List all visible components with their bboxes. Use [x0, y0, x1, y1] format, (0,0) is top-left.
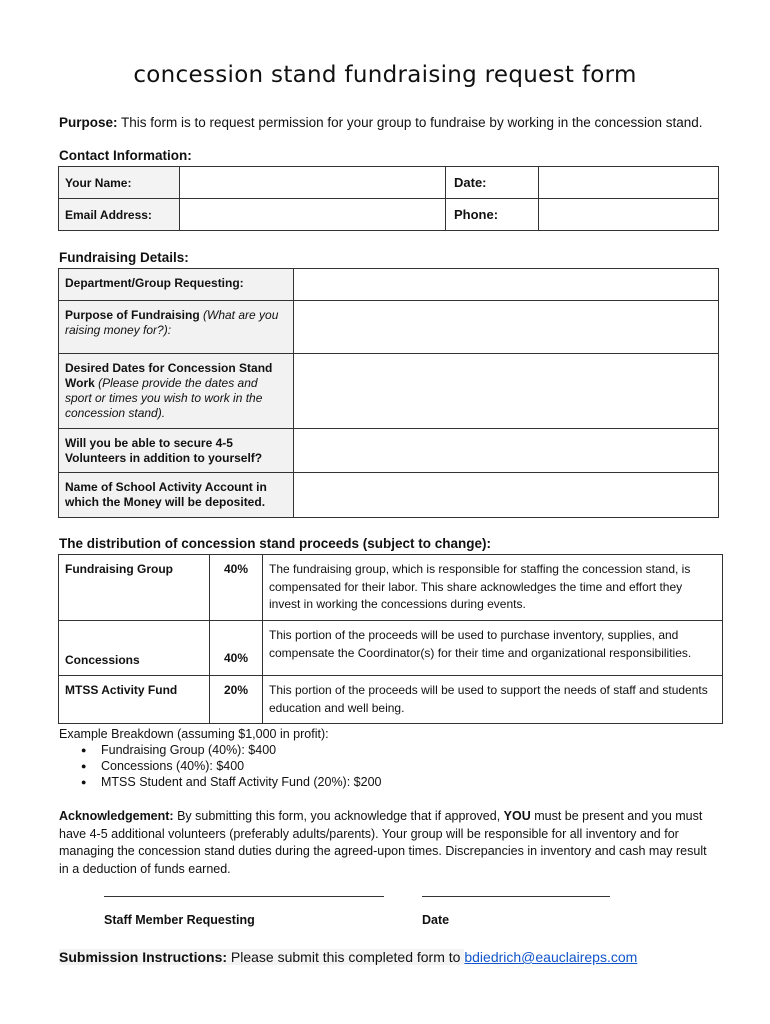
example-intro: Example Breakdown (assuming $1,000 in profit): [59, 727, 329, 741]
email-field[interactable] [180, 199, 446, 231]
form-title: concession stand fundraising request form [133, 62, 637, 88]
fundraising-table [58, 268, 719, 518]
distribution-table [58, 554, 723, 724]
submission-email-link[interactable]: bdiedrich@eauclaireps.com [464, 949, 638, 965]
submission-label: Submission Instructions: [59, 949, 228, 965]
purpose-label: Purpose: [59, 115, 118, 130]
group-name: Concessions [59, 621, 210, 676]
contact-table [58, 166, 719, 231]
you-emphasis: YOU [503, 809, 531, 823]
list-item: ● MTSS Student and Staff Activity Fund (20%): $200 [101, 774, 381, 790]
list-item: ● Concessions (40%): $400 [101, 758, 381, 774]
date-signature-line[interactable] [422, 896, 610, 897]
group-description: This portion of the proceeds will be used to purchase inventory, supplies, and compensate the Coordinator(s) for their time and organizational responsibilities. [263, 621, 723, 676]
date-label: Date: [446, 167, 539, 199]
your-name-label: Your Name: [59, 167, 180, 199]
purpose-fundraising-label: Purpose of Fundraising (What are you raising money for?): [59, 301, 294, 354]
department-label: Department/Group Requesting: [59, 269, 294, 301]
group-description: The fundraising group, which is responsible for staffing the concession stand, is compensated for their labor. This share acknowledges the time and effort they invest in working the concessions during events. [263, 555, 723, 621]
fundraising-heading: Fundraising Details: [59, 250, 189, 265]
group-description: This portion of the proceeds will be used to support the needs of staff and students education and well being. [263, 676, 723, 724]
group-percent: 40% [210, 621, 263, 676]
table-row [59, 621, 723, 676]
group-percent: 40% [210, 555, 263, 621]
purpose-fundraising-field[interactable] [294, 301, 719, 354]
desired-dates-field[interactable] [294, 354, 719, 429]
purpose-statement [59, 115, 703, 130]
staff-signature-label: Staff Member Requesting [104, 913, 255, 927]
acknowledgement-label: Acknowledgement: [59, 809, 174, 823]
group-name: MTSS Activity Fund [59, 676, 210, 724]
purpose-text: This form is to request permission for your group to fundraise by working in the concession stand. [117, 115, 703, 130]
date-field[interactable] [539, 167, 719, 199]
volunteers-field[interactable] [294, 429, 719, 473]
table-row [59, 555, 723, 621]
table-row [59, 676, 723, 724]
email-label: Email Address: [59, 199, 180, 231]
example-breakdown [59, 726, 381, 790]
list-item: ● Fundraising Group (40%): $400 [101, 742, 381, 758]
example-list [59, 742, 381, 790]
group-name: Fundraising Group [59, 555, 210, 621]
volunteers-label: Will you be able to secure 4-5 Volunteers in addition to yourself? [59, 429, 294, 473]
activity-account-field[interactable] [294, 473, 719, 518]
submission-instructions: Submission Instructions: Please submit this completed form to bdiedrich@eauclaireps.com [59, 949, 638, 965]
distribution-heading: The distribution of concession stand proceeds (subject to change): [59, 536, 492, 551]
staff-signature-line[interactable] [104, 896, 384, 897]
contact-heading: Contact Information: [59, 148, 192, 163]
group-percent: 20% [210, 676, 263, 724]
date-signature-label: Date [422, 913, 450, 927]
desired-dates-label: Desired Dates for Concession Stand Work (Please provide the dates and sport or times you wish to work in the concession stand). [59, 354, 294, 429]
acknowledgement-paragraph: Acknowledgement: By submitting this form, you acknowledge that if approved, YOU must be present and you must have 4-5 additional volunteers (preferably adults/parents). Your group will be responsible for all inventory and for managing the concession stand duties during the agreed-upon times. Discrepancies in inventory and cash may result in a deduction of funds earned. [59, 809, 707, 876]
department-field[interactable] [294, 269, 719, 301]
phone-field[interactable] [539, 199, 719, 231]
activity-account-label: Name of School Activity Account in which the Money will be deposited. [59, 473, 294, 518]
phone-label: Phone: [446, 199, 539, 231]
your-name-field[interactable] [180, 167, 446, 199]
